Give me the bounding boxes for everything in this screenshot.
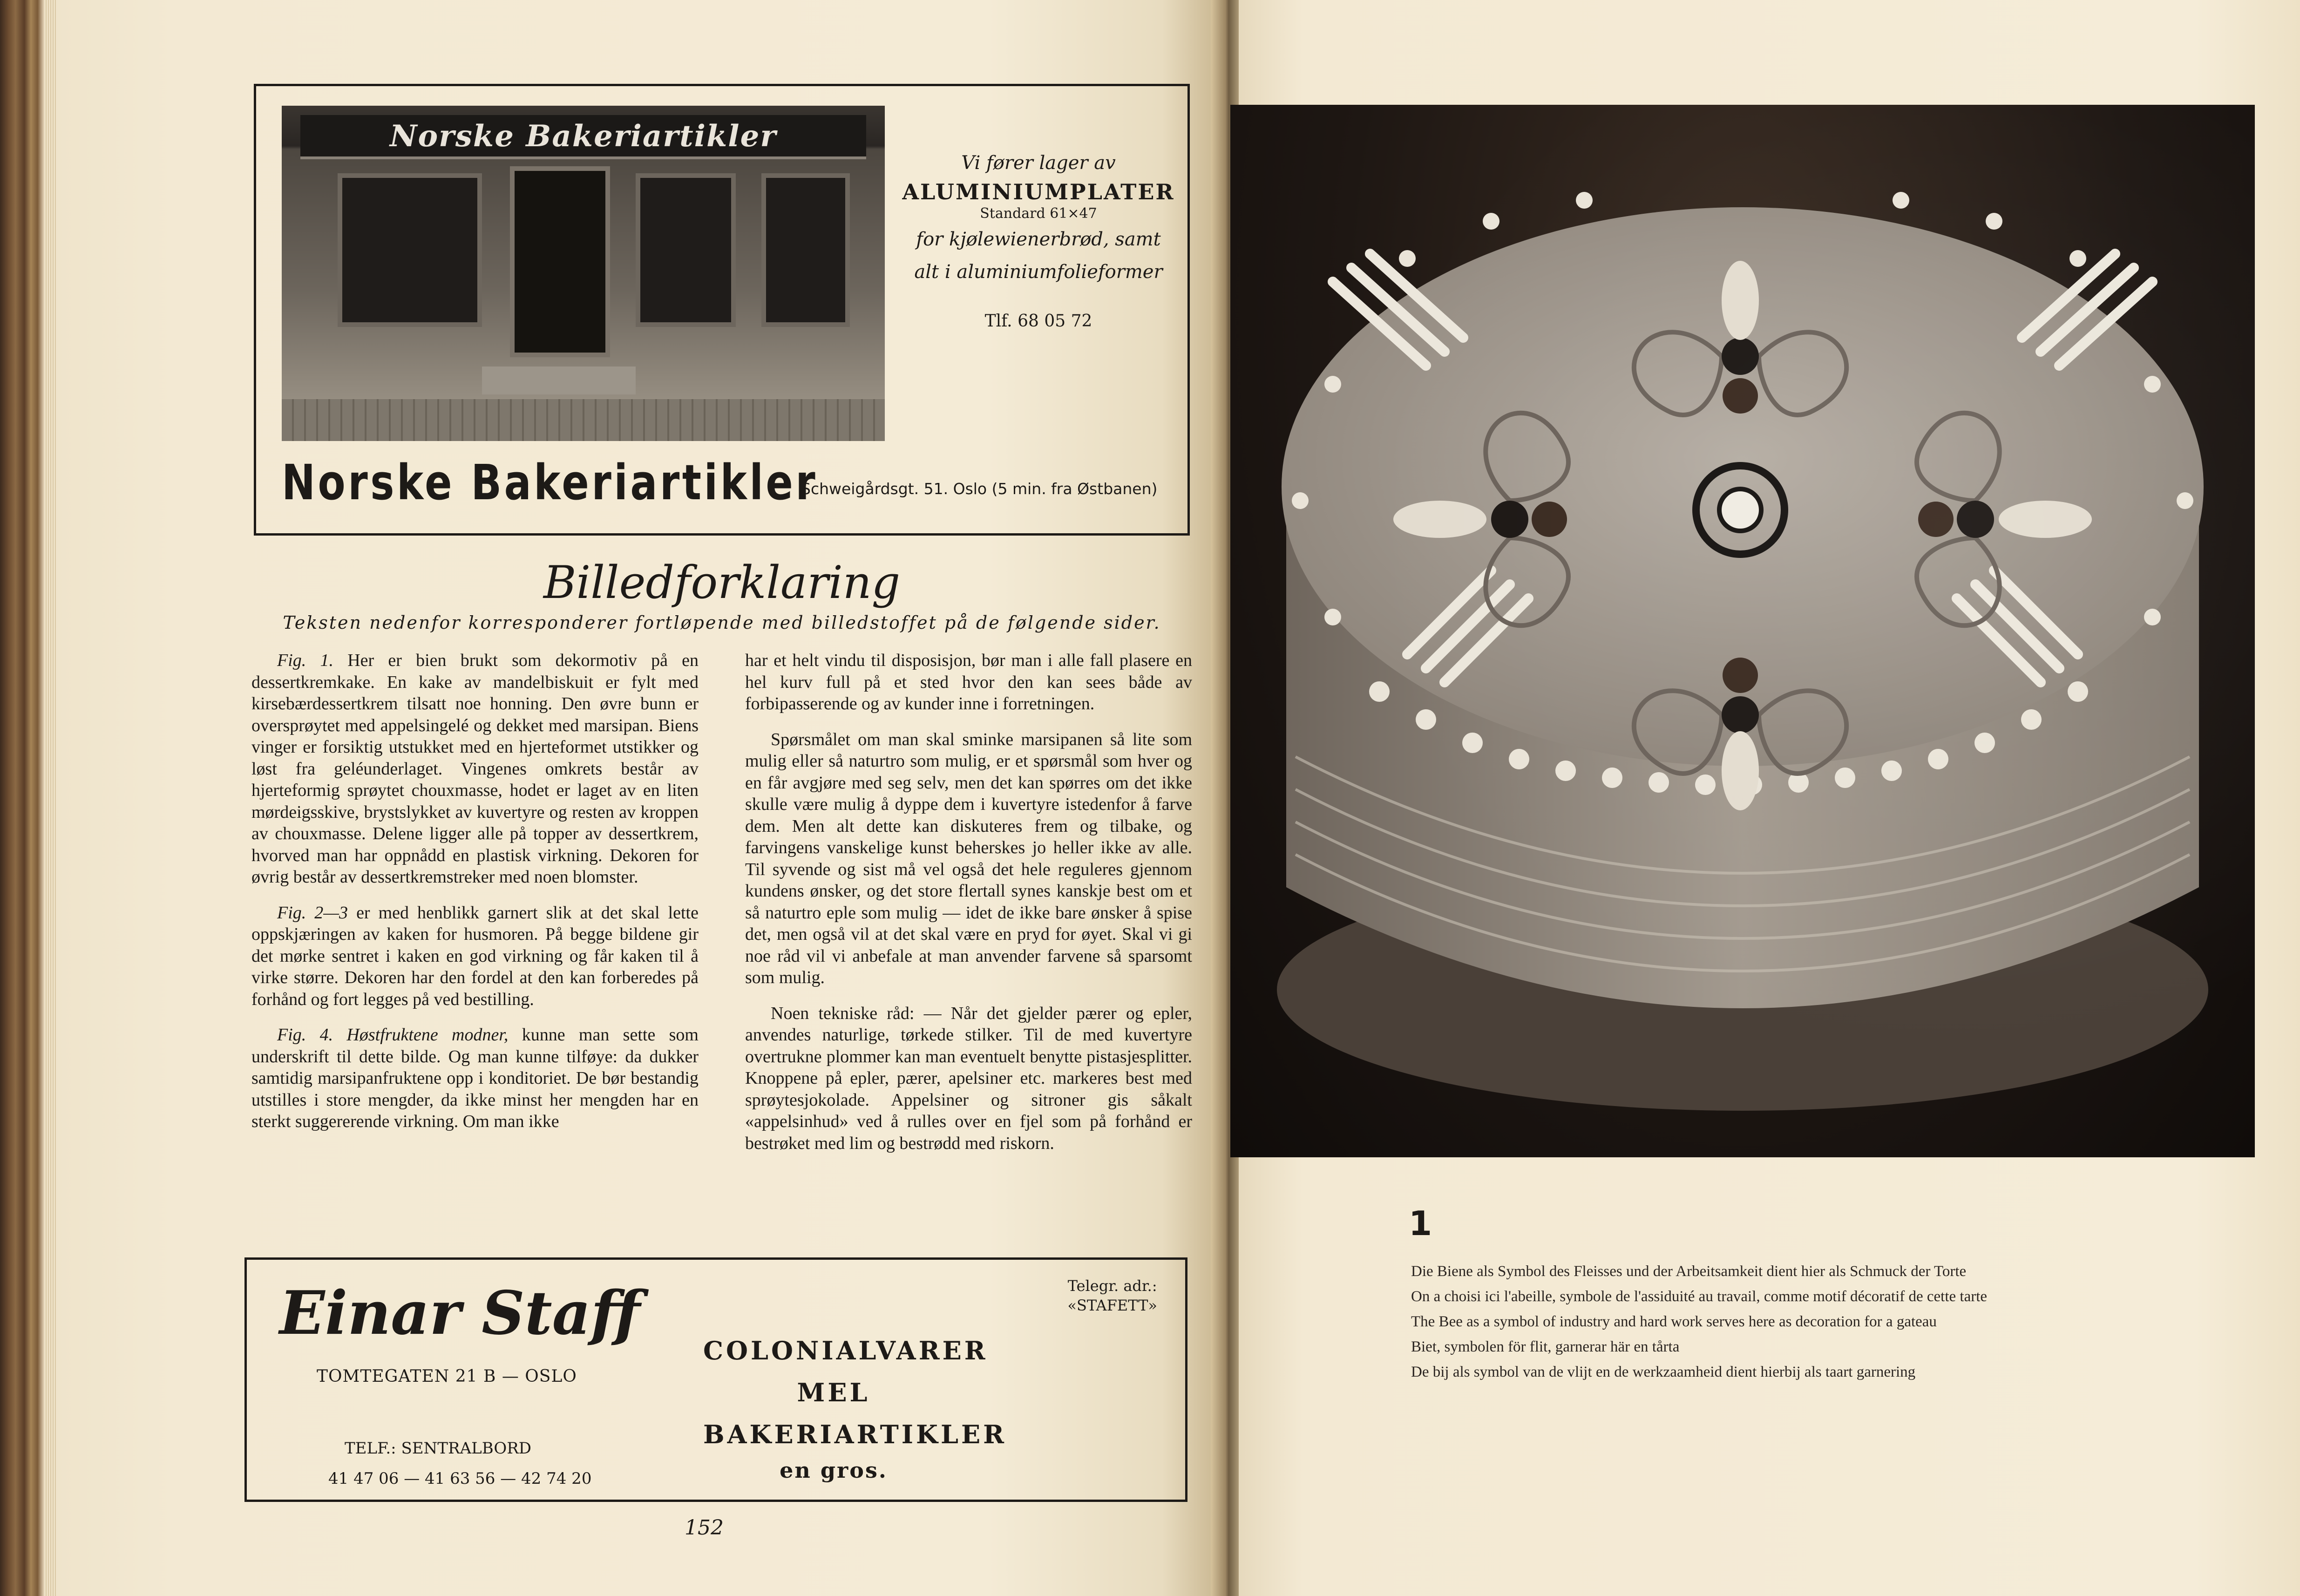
shop-steps (482, 367, 636, 394)
cake-photo (1230, 105, 2255, 1157)
ad-telegraph (1067, 1276, 1157, 1315)
photo-vignette (1230, 105, 2255, 1157)
shop-door (510, 166, 610, 357)
paragraph (251, 1024, 699, 1133)
ad-company-name: Norske Bakeriartikler (282, 454, 818, 511)
shop-window (338, 173, 482, 327)
caption-german: Die Biene als Symbol des Fleisses und der Arbeitsamkeit dient hier als Schmuck der Torte (1411, 1263, 1967, 1280)
caption-english: The Bee as a symbol of industry and hard work serves here as decoration for a gateau (1411, 1313, 1937, 1330)
shop-window (761, 173, 850, 327)
paragraph (251, 650, 699, 888)
paragraph-text: er med henblikk garnert slik at det skal lette oppskjæringen av kaken for husmoren. På begge bildene gir det mørke sentret i kaken en god virkning og får kaken til å virke større. Dekoren har den fordel at den kan forberedes på forhånd og fort legges på ved bestilling. (251, 903, 699, 1009)
telegraph-value: «STAFETT» (1067, 1297, 1157, 1314)
text-column-right (745, 650, 1192, 1168)
ad-line: Standard 61×47 (980, 205, 1097, 222)
ad-line: for kjølewienerbrød, samt (916, 229, 1161, 250)
article-subheading: Teksten nedenfor korresponderer fortløpende med billedstoffet på de følgende sider. (283, 612, 1161, 633)
shop-sign-text: Norske Bakeriartikler (389, 119, 777, 154)
telegraph-label: Telegr. adr.: (1067, 1277, 1157, 1295)
paragraph-text: Her er bien brukt som dekormotiv på en dessertkremkake. En kake av mandelbiskuit er fylt med kirsebærdessertkrem tilsatt noe honning. Den øvre bunn er oversprøytet med appelsingelé og dekket med marsipan. Biens vinger er forsiktig utstukket med en hjerteformet utstikker og løst fra geléunderlaget. Vingenes omkrets består av hjerteformig sprøytet chouxmasse, hodet er laget av en liten mørdeigsskive, brystslykket av kuvertyre og resten av kroppen av chouxmasse. Delene ligger alle på topper av dessertkrem, hvorved man har oppnådd en plastisk virkning. Dekoren for øvrig består av dessertkremstreker med noen blomster. (251, 651, 699, 887)
ad-products (703, 1330, 1007, 1455)
storefront-photo (282, 106, 885, 441)
figure-label: Fig. 4. Høstfruktene modner, (277, 1025, 509, 1045)
ad-line: alt i aluminiumfolieformer (914, 261, 1163, 283)
ad-line: BAKERIARTIKLER (703, 1419, 1007, 1449)
ad-line: MEL (797, 1378, 870, 1407)
caption-french: On a choisi ici l'abeille, symbole de l'assiduité au travail, comme motif décoratif de cette tarte (1411, 1288, 1988, 1305)
page-edges (44, 0, 56, 1596)
ad-line: COLONIALVARER (703, 1336, 988, 1365)
ad-phone: Tlf. 68 05 72 (984, 312, 1092, 331)
pavement (282, 399, 885, 441)
page-number: 152 (685, 1516, 724, 1540)
shop-window (636, 173, 736, 327)
figure-label: Fig. 1. (277, 651, 333, 670)
paragraph: har et helt vindu til disposisjon, bør man i alle fall plasere en hel kurv full på et sted hvor den kan sees både av forbipasserende og av kunder inne i forretningen. (745, 651, 1192, 713)
ad-address: Schweigårdsgt. 51. Oslo (5 min. fra Østbanen) (801, 480, 1158, 498)
paragraph (251, 902, 699, 1011)
ad-norske-bakeriartikler (254, 84, 1190, 536)
book-spine (0, 0, 44, 1596)
ad-phone-numbers: 41 47 06 — 41 63 56 — 42 74 20 (328, 1469, 592, 1488)
shop-sign (300, 115, 866, 159)
text-column-left (251, 650, 699, 1147)
figure-captions (1411, 1262, 2110, 1388)
ad-offer-text (899, 147, 1178, 331)
figure-number: 1 (1409, 1204, 1432, 1243)
paragraph: Noen tekniske råd: — Når det gjelder pærer og epler, anvendes naturlige, tørkede stilker. Til de med kuvertyre overtrukne plommer kan man eventuelt benytte pistasjesplitter. Knoppene på epler, pærer, apelsiner etc. markeres best med sprøytesjokolade. Appelsiner og sitroner gis såkalt «appelsinhud» ved å rulles over en fjel som på forhånd er bestrøket med lim og bestrødd med riskorn. (745, 1003, 1192, 1153)
ad-line: Vi fører lager av (961, 152, 1116, 174)
article-heading: Billedforklaring (543, 557, 901, 609)
caption-dutch: De bij als symbol van de vlijt en de werkzaamheid dient hierbij als taart garnering (1411, 1364, 1916, 1380)
figure-label: Fig. 2—3 (277, 903, 348, 923)
paragraph-text: kunne man sette som underskrift til dette bilde. Og man kunne tilføye: da dukker samtidig marsipanfruktene opp i konditoriet. De bør bestandig utstilles i store mengder, da ikke minst her mengden har en sterkt suggererende virkning. Om man ikke (251, 1025, 699, 1131)
ad-einar-staff (244, 1257, 1187, 1502)
ad-company-name: Einar Staff (279, 1278, 640, 1348)
ad-line: ALUMINIUMPLATER (902, 179, 1175, 204)
ad-address: TOMTEGATEN 21 B — OSLO (317, 1367, 577, 1386)
paragraph: Spørsmålet om man skal sminke marsipanen så lite som mulig eller så naturtro som mulig, er et spørsmål som hver og en får avgjøre med seg selv, men det kan spørres om det ikke skulle være mulig å dyppe dem i kuvertyre istedenfor å farve dem. Men alt dette kan diskuteres frem og tilbake, og farvingens vanskelige kunst beherskes jo heller ikke av alle. Til syvende og sist må vel også det hele reguleres gjennom kundens ønsker, og det store flertall synes kanskje best om et så naturtro eple som mulig — idet de ikke bare ønsker å spise det, men også vil at det skal være en pryd for øyet. Skal vi gi noe råd vil vi anbefale at man anvender farvene så sparsomt som mulig. (745, 729, 1192, 987)
ad-line: en gros. (780, 1458, 888, 1483)
caption-swedish: Biet, symbolen för flit, garnerar här en tårta (1411, 1338, 1680, 1355)
ad-phone-label: TELF.: SENTRALBORD (345, 1439, 532, 1458)
